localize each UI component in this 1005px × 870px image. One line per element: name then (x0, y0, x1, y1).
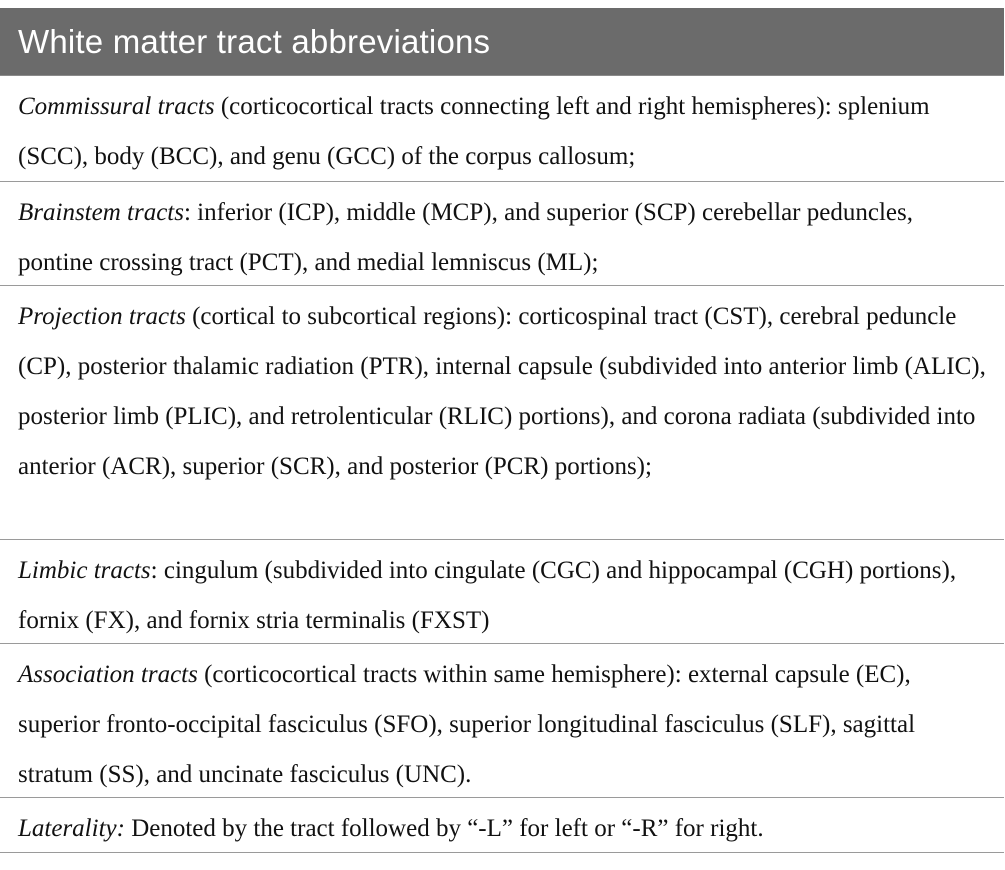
table-row-association (0, 643, 1004, 797)
table-row-brainstem (0, 181, 1004, 285)
row-label: Brainstem tracts (18, 199, 184, 226)
table-title: White matter tract abbreviations (0, 8, 1004, 75)
table-row-laterality (0, 797, 1004, 852)
table-row-projection (0, 285, 1004, 539)
row-text: (cortical to subcortical regions): corticospinal tract (CST), cerebral peduncle (CP), posterior thalamic radiation (PTR), internal capsule (subdivided into anterior limb (ALIC), posterior limb (PLIC), and retrolenticular (RLIC) portions), and corona radiata (subdivided into anterior (ACR), superior (SCR), and posterior (PCR) portions); (18, 303, 986, 480)
row-text: : cingulum (subdivided into cingulate (CGC) and hippocampal (CGH) portions), fornix (FX), and fornix stria terminalis (FXST) (18, 557, 957, 634)
row-label: Laterality: (18, 815, 125, 842)
row-label: Commissural tracts (18, 93, 215, 120)
row-text: (corticocortical tracts within same hemisphere): external capsule (EC), superior fronto-occipital fasciculus (SFO), superior longitudinal fasciculus (SLF), sagittal stratum (SS), and uncinate fasciculus (UNC). (18, 661, 916, 788)
row-label: Projection tracts (18, 303, 186, 330)
row-label: Limbic tracts (18, 557, 151, 584)
row-label: Association tracts (18, 661, 198, 688)
abbreviations-table (0, 8, 1004, 853)
row-text: (corticocortical tracts connecting left and right hemispheres): splenium (SCC), body (BCC), and genu (GCC) of the corpus callosum; (18, 93, 930, 170)
row-text: : inferior (ICP), middle (MCP), and superior (SCP) cerebellar peduncles, pontine crossing tract (PCT), and medial lemniscus (ML); (18, 199, 913, 276)
table-row-limbic (0, 539, 1004, 643)
table-row-commissural (0, 75, 1004, 181)
row-text: Denoted by the tract followed by “-L” for left or “-R” for right. (124, 815, 764, 842)
